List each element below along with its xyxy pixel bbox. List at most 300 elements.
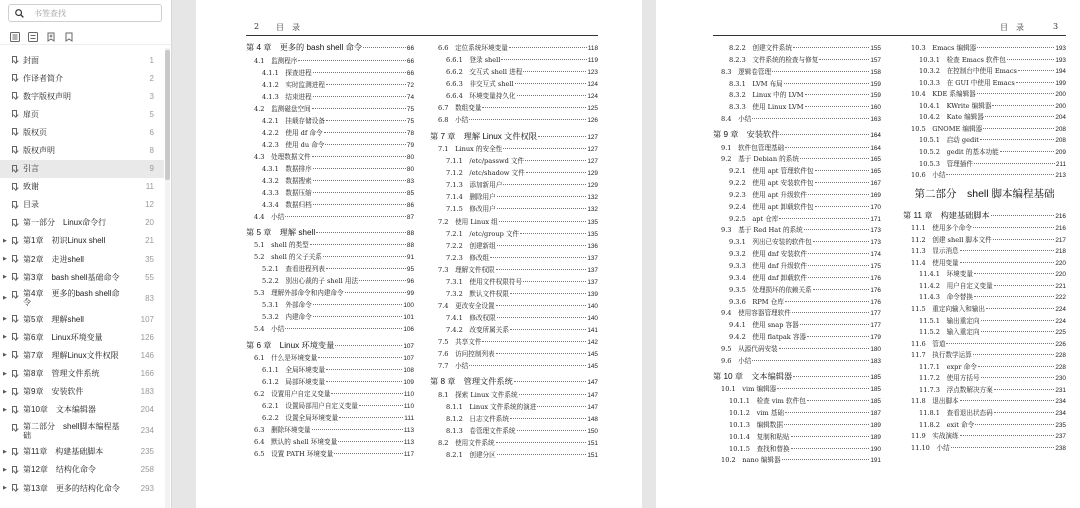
toc-entry[interactable] [430,78,598,90]
toc-page-number: 231 [1055,386,1066,394]
toc-leader-dots [807,336,869,337]
toc-entry[interactable] [903,419,1066,431]
toc-entry[interactable] [713,343,881,355]
toc-leader-dots [313,180,406,181]
toc-leader-dots [334,453,403,454]
toc-entry[interactable] [713,153,881,165]
toc-entry[interactable] [713,454,881,466]
bookmark-icon [12,315,17,322]
bookmark-icon [12,273,17,280]
toc-leader-dots [335,345,402,346]
toc-entry[interactable] [903,134,1066,146]
toc-chapter[interactable] [246,227,414,239]
toc-entry[interactable] [246,175,414,187]
toc-entry[interactable] [430,191,598,203]
toc-entry[interactable] [903,42,1066,54]
toc-entry[interactable] [903,158,1066,170]
expand-arrow-icon[interactable]: ▶ [3,388,7,395]
toc-page-number: 147 [587,392,598,400]
bookmark-label: 第8章 管理文件系统 [23,369,100,379]
toc-entry[interactable] [246,323,414,335]
bookmark-item[interactable] [0,365,164,383]
toc-entry[interactable] [713,201,881,213]
bookmark-item[interactable] [0,419,164,443]
toc-entry[interactable] [246,448,414,460]
toc-page-number: 225 [1055,329,1066,337]
toc-page-number: 85 [406,189,414,197]
toc-entry-title: 10.4 KDE 系编辑器 [911,90,976,99]
toc-entry-title: 9.2.3 使用 apt 升级软件 [729,190,807,199]
toc-entry-title: 8.2.1 创建分区 [446,451,496,460]
expand-arrow-icon[interactable]: ▶ [3,295,7,302]
toc-entry[interactable] [246,311,414,323]
toc-entry[interactable] [713,443,881,455]
toc-entry-title: 9.1 软件包管理基础 [721,143,785,152]
toc-entry[interactable] [903,407,1066,419]
toc-entry-title: 11.6 管道 [911,339,946,348]
toc-leader-dots [503,148,586,149]
toc-entry-title: 4.3 处理数据文件 [254,152,311,161]
toc-page-number: 189 [870,421,881,429]
toc-entry[interactable] [430,179,598,191]
toc-entry-title: 第 8 章 管理文件系统 [430,377,513,387]
toc-page-number: 75 [406,117,414,125]
toc-entry[interactable] [246,211,414,223]
toc-entry[interactable] [713,296,881,308]
toc-entry-title: 7.2 使用 Linux 组 [438,217,498,226]
expand-arrow-icon[interactable]: ▶ [3,352,7,359]
toc-page-number: 66 [406,45,414,52]
search-input-placeholder[interactable]: 书签查找 [34,8,66,18]
toc-page-number: 110 [403,391,414,399]
toc-page-number: 200 [1055,91,1066,99]
toc-leader-dots [510,293,586,294]
toc-leader-dots [994,285,1055,286]
toc-entry[interactable] [713,177,881,189]
toc-entry[interactable] [430,276,598,288]
toc-page-number: 209 [1055,148,1066,156]
bookmark-item[interactable] [0,160,164,178]
toc-entry[interactable] [903,100,1066,112]
toc-entry[interactable] [713,419,881,431]
bookmark-item[interactable] [0,479,164,497]
toc-entry[interactable] [246,352,414,364]
toc-entry[interactable] [430,336,598,348]
toc-entry[interactable] [430,228,598,240]
toc-entry[interactable] [430,401,598,413]
toc-entry[interactable] [246,139,414,151]
toc-entry[interactable] [246,364,414,376]
toc-entry[interactable] [246,187,414,199]
toc-entry[interactable] [713,319,881,331]
bookmark-item[interactable] [0,328,164,346]
toc-entry[interactable] [903,315,1066,327]
bookmark-label: 第4章 更多的bash shell命令 [23,289,120,308]
toc-entry[interactable] [246,199,414,211]
toc-entry[interactable] [246,412,414,424]
toc-entry[interactable] [430,252,598,264]
toc-page-number: 66 [406,69,414,77]
toc-entry-title: 4.1 监测程序 [254,56,298,65]
toc-page-number: 99 [406,290,414,298]
toc-leader-dots [785,412,869,413]
toc-entry[interactable] [430,449,598,461]
bookmark-item[interactable] [0,214,164,232]
toc-entry[interactable] [713,189,881,201]
expand-arrow-icon[interactable]: ▶ [3,466,7,473]
expand-arrow-icon[interactable]: ▶ [3,406,7,413]
toc-entry[interactable] [713,272,881,284]
toc-chapter[interactable] [430,131,598,143]
toc-page-number: 216 [1055,225,1066,233]
expand-arrow-icon[interactable]: ▶ [3,370,7,377]
bookmark-page-number: 83 [145,293,154,303]
toc-entry[interactable] [713,284,881,296]
toc-entry-title: 6.2.2 设置全局环境变量 [262,414,339,423]
toc-leader-dots [313,304,403,305]
bookmark-icon [12,484,17,491]
toc-entry[interactable] [246,67,414,79]
toc-entry[interactable] [903,111,1066,123]
toc-page-number: 88 [406,242,414,250]
toc-entry[interactable] [713,89,881,101]
toc-entry[interactable] [903,65,1066,77]
toc-entry[interactable] [713,331,881,343]
toc-entry-title: 8.3 逻辑卷管理 [721,67,772,76]
toc-entry[interactable] [246,163,414,175]
toc-entry-title: 9.3.6 RPM 仓库 [729,297,784,306]
toc-page-number: 165 [870,156,881,164]
toc-entry[interactable] [430,216,598,228]
toc-entry[interactable] [903,257,1066,269]
toc-leader-dots [313,204,406,205]
bookmark-item[interactable] [0,346,164,364]
toc-entry[interactable] [713,113,881,125]
toc-entry[interactable] [903,291,1066,303]
toc-page-number: 217 [1055,236,1066,244]
toc-entry[interactable] [430,264,598,276]
toc-entry[interactable] [713,355,881,367]
bookmark-item[interactable] [0,310,164,328]
toc-entry[interactable] [246,127,414,139]
bookmark-item[interactable] [0,51,164,69]
toc-entry[interactable] [430,54,598,66]
toc-chapter[interactable] [713,129,881,141]
toc-entry[interactable] [246,91,414,103]
bookmark-label: 封面 [23,55,39,65]
toc-entry[interactable] [713,42,881,54]
bookmark-page-number: 8 [149,146,154,156]
toc-page-number: 155 [870,45,881,52]
toc-entry[interactable] [246,103,414,115]
toc-entry-title: 4.3.3 数据压缩 [262,188,312,197]
toc-entry-title: 10.6 小结 [911,171,946,180]
toc-entry[interactable] [713,236,881,248]
toc-page-number: 96 [406,278,414,286]
toc-entry[interactable] [903,54,1066,66]
toc-entry[interactable] [246,115,414,127]
toc-entry[interactable] [903,88,1066,100]
toc-leader-dots [517,95,587,96]
toc-entry[interactable] [246,287,414,299]
toc-entry-title: 7.3.2 默认文件权限 [446,289,509,298]
toc-leader-dots [974,273,1054,274]
toc-entry-title: 第 4 章 更多的 bash shell 命令 [246,43,363,52]
toc-entry-title: 4.2.2 使用 df 命令 [262,128,323,137]
toc-page-number: 80 [406,165,414,173]
bookmark-item[interactable] [0,286,164,310]
toc-entry[interactable] [713,142,881,154]
toc-entry[interactable] [903,349,1066,361]
toc-page-number: 127 [587,158,598,166]
toc-entry-title: 5.2 shell 的父子关系 [254,253,322,262]
toc-entry-title: 11.7.1 expr 命令 [919,362,977,371]
toc-entry[interactable] [903,268,1066,280]
toc-entry[interactable] [713,165,881,177]
bookmark-item[interactable] [0,268,164,286]
toc-page-number: 78 [406,129,414,137]
toc-entry-title: 9.3.2 使用 dnf 安装软件 [729,250,808,259]
toc-page-number: 204 [1055,114,1066,122]
header-rule [713,35,1066,36]
expand-arrow-icon[interactable]: ▶ [3,316,7,323]
toc-entry[interactable] [246,55,414,67]
toc-entry[interactable] [903,234,1066,246]
toc-entry[interactable] [430,360,598,372]
toc-entry[interactable] [713,431,881,443]
toc-entry[interactable] [713,224,881,236]
toc-leader-dots [808,194,869,195]
toc-entry[interactable] [430,114,598,126]
toc-entry[interactable] [713,407,881,419]
toc-page-number: 118 [587,45,598,52]
toc-entry[interactable] [430,389,598,401]
toc-entry[interactable] [430,312,598,324]
bookmark-item[interactable] [0,443,164,461]
bookmark-item[interactable] [0,105,164,123]
toc-leader-dots [538,136,586,137]
toc-page-number: 193 [1055,45,1066,52]
toc-entry[interactable] [246,275,414,287]
toc-page-number: 141 [587,326,598,334]
toc-entry[interactable] [713,307,881,319]
toc-chapter[interactable] [430,376,598,388]
toc-entry-title: 9.2.5 apt 仓库 [729,214,779,223]
toc-entry-title: 4.2 监测磁盘空间 [254,104,311,113]
toc-entry[interactable] [246,151,414,163]
toc-entry-title: 7.1.3 添加新用户 [446,181,503,190]
toc-entry[interactable] [430,203,598,215]
toc-page-number: 159 [870,80,881,88]
toc-entry[interactable] [430,102,598,114]
bookmark-page-number: 107 [140,314,154,324]
toc-entry-title: 9.4.1 使用 snap 容器 [729,321,799,330]
toc-entry-title: 第 6 章 Linux 环境变量 [246,340,335,350]
toc-leader-dots [980,139,1054,140]
bookmark-icon [12,237,17,244]
toc-entry[interactable] [903,338,1066,350]
toc-entry[interactable] [713,395,881,407]
toc-entry[interactable] [903,372,1066,384]
bookmark-item[interactable] [0,383,164,401]
bookmark-page-number: 183 [140,387,154,397]
toc-leader-dots [983,128,1054,129]
toc-entry[interactable] [430,348,598,360]
toc-leader-dots [791,436,870,437]
bookmark-item[interactable] [0,196,164,214]
expand-arrow-icon[interactable]: ▶ [3,237,7,244]
bookmark-item[interactable] [0,232,164,250]
toc-entry[interactable] [430,167,598,179]
toc-entry-title: 11.9 实战演练 [911,432,959,441]
toc-entry[interactable] [430,324,598,336]
toc-entry[interactable] [713,383,881,395]
toc-page-number: 95 [406,266,414,274]
expand-arrow-icon[interactable]: ▶ [3,274,7,281]
toc-entry[interactable] [713,66,881,78]
toc-leader-dots [510,329,586,330]
toc-entry[interactable] [903,384,1066,396]
toc-leader-dots [496,269,587,270]
toc-leader-dots [496,442,587,443]
toc-entry[interactable] [430,300,598,312]
toc-entry[interactable] [246,263,414,275]
bookmark-icon [12,74,17,81]
bookmark-item[interactable] [0,461,164,479]
toc-entry[interactable] [713,78,881,90]
toc-page-number: 228 [1055,352,1066,360]
toc-entry[interactable] [713,213,881,225]
toc-chapter[interactable] [246,42,414,54]
toc-entry-title: 7.1.4 删除用户 [446,193,496,202]
toc-entry[interactable] [713,101,881,113]
toc-entry[interactable] [903,361,1066,373]
toc-entry[interactable] [430,425,598,437]
toc-entry[interactable] [246,376,414,388]
bookmark-item[interactable] [0,123,164,141]
toc-entry-title: 6.2.1 设置局部用户自定义变量 [262,402,358,411]
toc-entry[interactable] [430,413,598,425]
bookmark-label: 版权声明 [23,146,55,156]
toc-entry[interactable] [246,400,414,412]
toc-entry[interactable] [246,79,414,91]
toc-leader-dots [339,417,403,418]
toc-page-number: 108 [403,367,414,375]
toc-entry[interactable] [430,42,598,54]
toc-entry[interactable] [903,326,1066,338]
toc-entry[interactable] [246,388,414,400]
toc-leader-dots [981,331,1055,332]
bookmark-item[interactable] [0,69,164,87]
toc-entry[interactable] [246,424,414,436]
toc-leader-dots [503,184,586,185]
toc-page-number: 164 [870,132,881,140]
toc-entry[interactable] [430,240,598,252]
toc-entry-title: 5.3.1 外部命令 [262,301,312,310]
toc-leader-dots [313,96,406,97]
toc-leader-dots [313,316,403,317]
toc-entry[interactable] [430,90,598,102]
bookmark-item[interactable] [0,178,164,196]
toc-page-number: 135 [587,218,598,226]
toc-entry[interactable] [246,299,414,311]
sidebar-scrollbar[interactable] [165,48,170,508]
toc-page-number: 224 [1055,317,1066,325]
toc-entry[interactable] [903,430,1066,442]
toc-entry[interactable] [903,222,1066,234]
toc-chapter[interactable] [713,371,881,383]
toc-chapter[interactable] [903,210,1066,222]
toc-chapter[interactable] [246,340,414,352]
toc-entry[interactable] [430,437,598,449]
toc-leader-dots [285,216,406,217]
toc-entry[interactable] [903,77,1066,89]
expand-arrow-icon[interactable]: ▶ [3,485,7,492]
toc-entry[interactable] [430,143,598,155]
bookmark-item[interactable] [0,401,164,419]
toc-entry[interactable] [713,248,881,260]
toc-leader-dots [519,394,587,395]
toc-entry[interactable] [903,395,1066,407]
toc-entry[interactable] [903,169,1066,181]
bookmark-icon [12,424,17,431]
toc-page-number: 119 [587,57,598,65]
bookmark-search-box[interactable] [8,4,162,22]
toc-entry[interactable] [903,280,1066,292]
toc-entry[interactable] [430,66,598,78]
toc-entry[interactable] [903,303,1066,315]
toc-leader-dots [469,119,586,120]
toc-page-number: 177 [870,322,881,330]
toc-page-number: 66 [406,57,414,65]
bookmark-item[interactable] [0,141,164,159]
toc-entry[interactable] [246,251,414,263]
expand-arrow-icon[interactable]: ▶ [3,448,7,455]
toc-entry[interactable] [246,239,414,251]
bookmark-item[interactable] [0,250,164,268]
toc-entry[interactable] [246,436,414,448]
toc-entry-title: 第 5 章 理解 shell [246,227,316,237]
toc-page-number: 235 [1055,421,1066,429]
toc-leader-dots [780,134,869,135]
toc-entry[interactable] [713,54,881,66]
toc-entry[interactable] [903,245,1066,257]
toc-leader-dots [981,377,1055,378]
toc-page-number: 160 [870,104,881,112]
toc-entry[interactable] [903,146,1066,158]
bookmark-item[interactable] [0,87,164,105]
expand-arrow-icon[interactable]: ▶ [3,256,7,263]
toc-leader-dots [993,239,1055,240]
toc-entry-title: 7.6 访问控制列表 [438,350,495,359]
toc-leader-dots [819,59,869,60]
toc-entry[interactable] [903,442,1066,454]
toc-entry[interactable] [713,260,881,272]
toc-entry-title: 8.3.2 Linux 中的 LVM [729,91,804,100]
bookmark-page-number: 146 [140,350,154,360]
toc-part-heading[interactable] [903,188,1066,200]
toc-entry[interactable] [903,123,1066,135]
toc-leader-dots [514,381,587,382]
scrollbar-thumb[interactable] [165,50,170,180]
toc-entry[interactable] [430,288,598,300]
toc-leader-dots [517,430,587,431]
toc-entry-title: 11.1 使用多个命令 [911,224,972,233]
expand-arrow-icon[interactable]: ▶ [3,334,7,341]
toc-entry[interactable] [430,155,598,167]
toc-entry-title: 9.5 从源代码安装 [721,344,778,353]
toc-entry-title: 11.5 重定向输入和输出 [911,305,986,314]
